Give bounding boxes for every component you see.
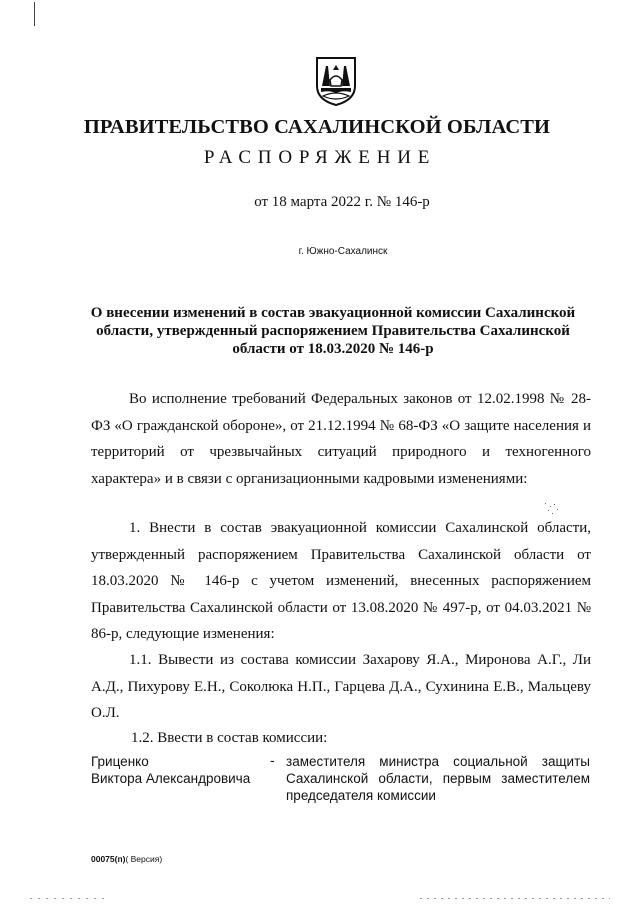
footer-version: ( Версия) [125, 854, 163, 864]
clause-1-paragraph: 1. Внести в состав эвакуационной комиссии Сахалинской области, утвержденный распоряжением Правительства Сахалинской области от 18.03.2020 № 146-р с учетом изменений, внесенных распоряжением Правительства Сахалинской области от 13.08.2020 № 497-р, от 04.03.2021 № 86-р, следующие изменения: [91, 520, 591, 642]
government-title: ПРАВИТЕЛЬСТВО САХАЛИНСКОЙ ОБЛАСТИ [83, 116, 551, 138]
appointee-dash: - [270, 753, 275, 768]
scan-bottom-edge [0, 898, 634, 899]
appointee-given-names: Виктора Александровича [91, 771, 251, 786]
document-type: РАСПОРЯЖЕНИЕ [203, 147, 437, 168]
scan-edge-mark [34, 2, 35, 26]
appointee-position: заместителя министра социальной защиты Сахалинской области, первым заместителем председателя комиссии [286, 754, 590, 803]
footer-code [91, 854, 162, 864]
footer-code-number: 00075(п) [91, 854, 126, 864]
document-city: г. Южно-Сахалинск [298, 246, 388, 257]
clause-1-2-paragraph: 1.2. Ввести в состав комиссии: [131, 730, 328, 746]
appointee-name [91, 753, 281, 787]
clause-1-1-paragraph: 1.1. Вывести из состава комиссии Захарову Я.А., Миронова А.Г., Ли А.Д., Пихурову Е.Н., Соколюка Н.П., Гарцева Д.А., Сухинина Е.В., Мальцеву О.Л. [91, 652, 591, 721]
coat-of-arms-icon [313, 56, 359, 106]
preamble-paragraph: Во исполнение требований Федеральных законов от 12.02.1998 № 28-ФЗ «О гражданской обороне», от 21.12.1994 № 68-ФЗ «О защите населения и территорий от чрезвычайных ситуаций природного и техногенного характера» и в связи с организационными кадровыми изменениями: [91, 391, 591, 487]
appointee-surname: Гриценко [91, 754, 149, 769]
document-subject: О внесении изменений в состав эвакуационной комиссии Сахалинской области, утвержденный распоряжением Правительства Сахалинской области от 18.03.2020 № 146-р [90, 305, 576, 357]
document-date-number: от 18 марта 2022 г. № 146-р [254, 194, 430, 210]
